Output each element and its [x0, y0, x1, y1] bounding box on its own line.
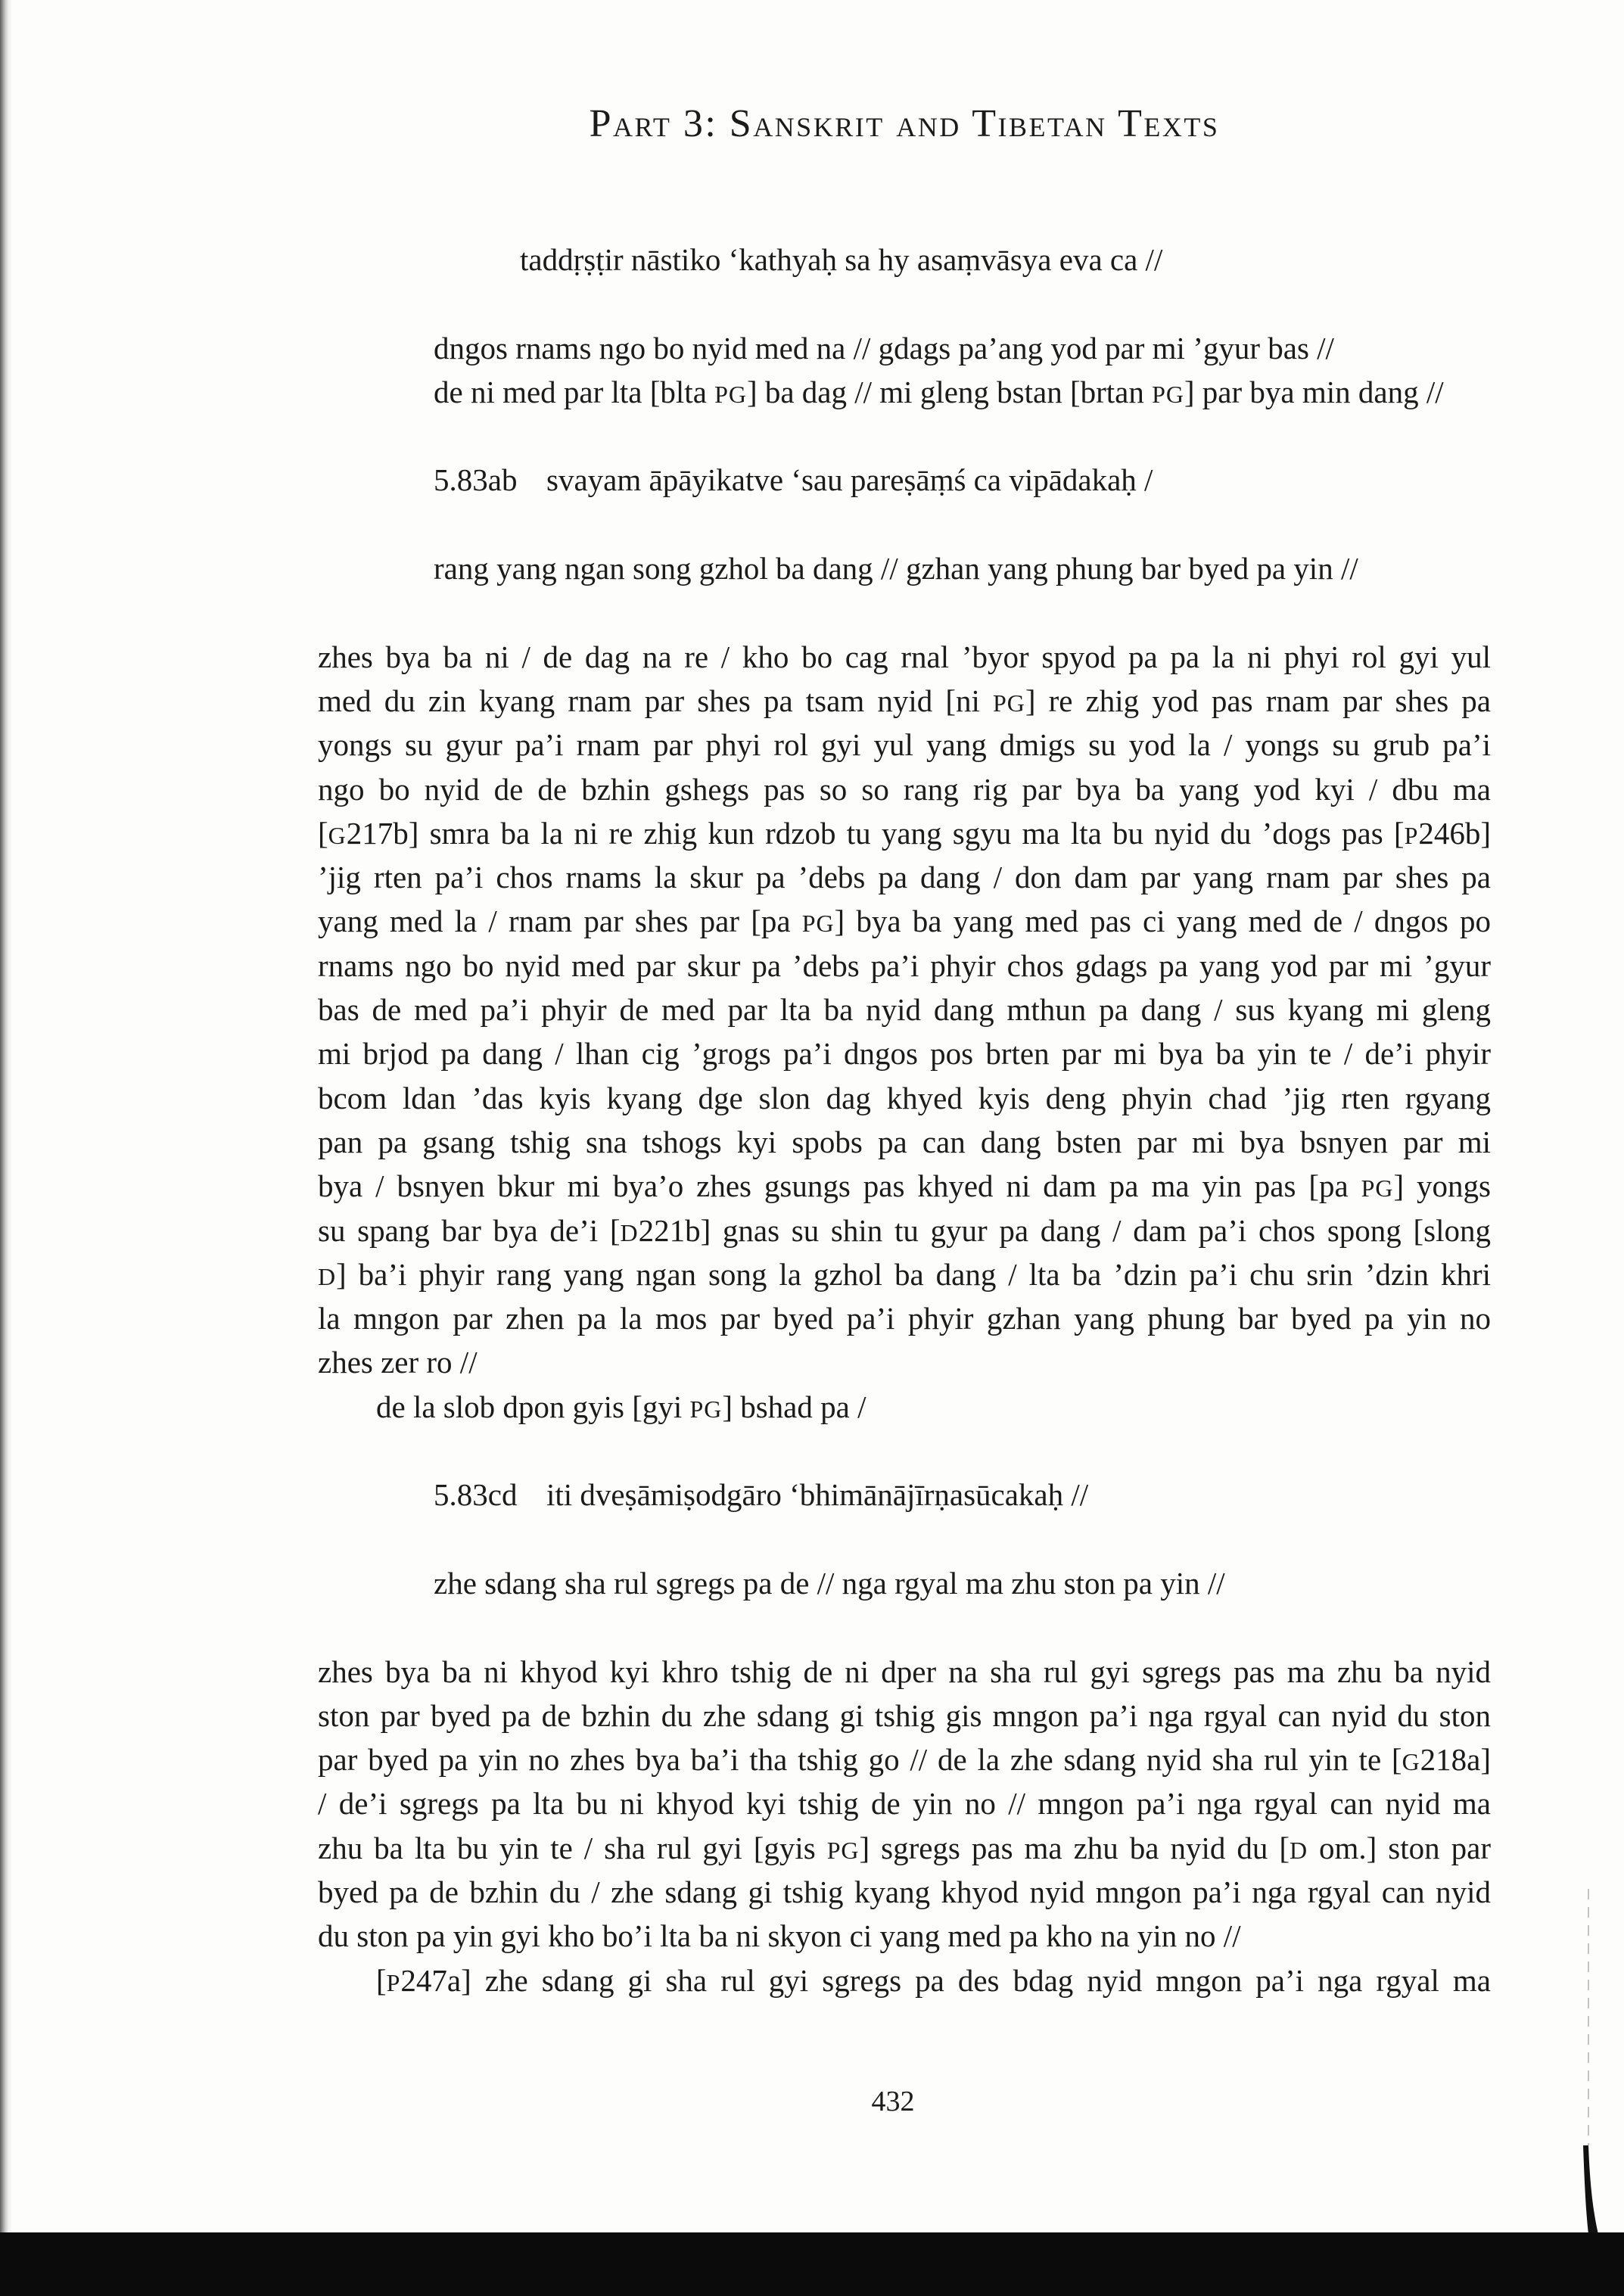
commentary-paragraph: [318, 635, 1491, 1385]
text-line: D] ba’i phyir rang yang ngan song la gzhol ba dang / lta ba ’dzin pa’i chu srin ’dzin khri: [318, 1256, 1491, 1292]
manuscript-siglum: PG: [714, 381, 747, 408]
text-line: yongs su gyur pa’i rnam par phyi rol gyi yul yang dmigs su yod la / yongs su grub pa’i: [318, 727, 1491, 763]
scan-left-edge-shadow: [0, 0, 12, 2232]
text-line: mi brjod pa dang / lhan cig ’grogs pa’i dngos pos brten par mi bya ba yin te / de’i phyir: [318, 1036, 1491, 1072]
manuscript-siglum: P: [386, 1969, 401, 1996]
sanskrit-verse-line: [318, 238, 1491, 282]
text-line: bya / bsnyen bkur mi bya’o zhes gsungs pas khyed ni dam pa ma yin pas [pa PG] yongs: [318, 1168, 1491, 1204]
commentary-paragraph-continued: [318, 1958, 1491, 2002]
text-line: bas de med pa’i phyir de med par lta ba nyid dang mthun pa dang / sus kyang mi gleng: [318, 992, 1491, 1028]
text-line: zhe sdang sha rul sgregs pa de // nga rgyal ma zhu ston pa yin //: [434, 1565, 1225, 1601]
text-line: ngo bo nyid de de bzhin gshegs pas so so rang rig par bya ba yang yod kyi / dbu ma: [318, 771, 1491, 807]
text-line: ston par byed pa de bzhin du zhe sdang gi tshig gis mngon pa’i nga rgyal can nyid du ston: [318, 1697, 1491, 1733]
tibetan-verse-5-83ab: [318, 546, 1491, 590]
verse-number: 5.83cd: [434, 1477, 518, 1513]
text-line: pan pa gsang tshig sna tshogs kyi spobs pa can dang bsten par mi bya bsnyen par mi: [318, 1124, 1491, 1159]
text-line: zhu ba lta bu yin te / sha rul gyi [gyis PG] sgregs pas ma zhu ba nyid du [D om.] ston par: [318, 1830, 1491, 1865]
manuscript-siglum: PG: [1361, 1175, 1394, 1202]
manuscript-siglum: D: [620, 1219, 639, 1246]
text-line: la mngon par zhen pa la mos par byed pa’i phyir gzhan yang phung bar byed pa yin no: [318, 1301, 1491, 1336]
tibetan-verse: [318, 326, 1491, 415]
manuscript-siglum: D: [1289, 1837, 1308, 1864]
text-line: byed pa de bzhin du / zhe sdang gi tshig kyang khyod nyid mngon pa’i nga rgyal can nyid: [318, 1874, 1491, 1909]
tibetan-verse-5-83cd: [318, 1561, 1491, 1605]
manuscript-siglum: PG: [826, 1837, 860, 1864]
text-line: dngos rnams ngo bo nyid med na // gdags pa’ang yod par mi ’gyur bas //: [434, 330, 1334, 366]
text-line: 5.83ab svayam āpāyikatve ‘sau pareṣāṃś ca vipādakaḥ /: [434, 458, 1491, 502]
commentary-paragraph: [318, 1650, 1491, 1958]
page-number: 432: [871, 2086, 915, 2117]
manuscript-siglum: G: [1402, 1749, 1420, 1776]
text-line: par byed pa yin no zhes bya ba’i tha tshig go // de la zhe sdang nyid sha rul yin te [G218a]: [318, 1742, 1491, 1778]
verse-5-83cd: [318, 1473, 1491, 1517]
text-line: med du zin kyang rnam par shes pa tsam nyid [ni PG] re zhig yod pas rnam par shes pa: [318, 683, 1491, 718]
manuscript-siglum: G: [328, 822, 347, 849]
main-text: [318, 238, 1491, 2002]
text-line: su spang bar bya de’i [D221b] gnas su shin tu gyur pa dang / dam pa’i chos spong [slong: [318, 1212, 1491, 1248]
text-line: zhes bya ba ni / de dag na re / kho bo cag rnal ’byor spyod pa pa la ni phyi rol gyi yul: [318, 639, 1491, 674]
text-line: [G217b] smra ba la ni re zhig kun rdzob tu yang sgyu ma lta bu nyid du ’dogs pas [P246b]: [318, 815, 1491, 851]
text-line: zhes bya ba ni khyod kyi khro tshig de ni dper na sha rul gyi sgregs pas ma zhu ba nyid: [318, 1654, 1491, 1689]
verse-5-83ab: [318, 458, 1491, 502]
text-line: zhes zer ro //: [318, 1345, 478, 1380]
commentary-intro-paragraph: [318, 1385, 1491, 1429]
manuscript-siglum: PG: [993, 689, 1025, 717]
text-line: bcom ldan ’das kyis kyang dge slon dag khyed kyis deng phyin chad ’jig rten rgyang: [318, 1080, 1491, 1115]
page-edge-curve: [1583, 2145, 1600, 2240]
manuscript-siglum: P: [1404, 822, 1419, 849]
text-line: [P247a] zhe sdang gi sha rul gyi sgregs pa des bdag nyid mngon pa’i nga rgyal ma: [376, 1962, 1491, 1998]
scan-bottom-shadow: [0, 2232, 1624, 2296]
text-line: rnams ngo bo nyid med par skur pa ’debs pa’i phyir chos gdags pa yang yod par mi ’gyur: [318, 947, 1491, 983]
manuscript-siglum: PG: [1152, 381, 1184, 408]
running-head: Part 3: Sanskrit and Tibetan Texts: [589, 102, 1220, 145]
text-line: de ni med par lta [blta PG] ba dag // mi gleng bstan [brtan PG] par bya min dang //: [434, 374, 1444, 409]
text-line: / de’i sgregs pa lta bu ni khyod kyi tshig de yin no // mngon pa’i nga rgyal can nyid ma: [318, 1786, 1491, 1822]
text-line: 5.83cd iti dveṣāmiṣodgāro ‘bhimānājīrṇasūcakaḥ //: [434, 1473, 1491, 1517]
verse-number: 5.83ab: [434, 462, 518, 498]
scan-right-edge-shadow: [1544, 1877, 1624, 2240]
text-line: du ston pa yin gyi kho bo’i lta ba ni skyon ci yang med pa kho na yin no //: [318, 1918, 1241, 1954]
manuscript-siglum: PG: [689, 1395, 723, 1423]
text-line: rang yang ngan song gzhol ba dang // gzhan yang phung bar byed pa yin //: [434, 551, 1358, 586]
manuscript-siglum: D: [318, 1263, 337, 1290]
text-line: ’jig rten pa’i chos rnams la skur pa ’debs pa dang / don dam par yang rnam par shes pa: [318, 860, 1491, 895]
text-line: taddṛṣṭir nāstiko ‘kathyaḥ sa hy asaṃvāsya eva ca //: [520, 242, 1163, 277]
text-line: yang med la / rnam par shes par [pa PG] bya ba yang med pas ci yang med de / dngos po: [318, 904, 1491, 939]
text-line: de la slob dpon gyis [gyi PG] bshad pa /: [376, 1389, 866, 1424]
manuscript-siglum: PG: [801, 910, 835, 938]
